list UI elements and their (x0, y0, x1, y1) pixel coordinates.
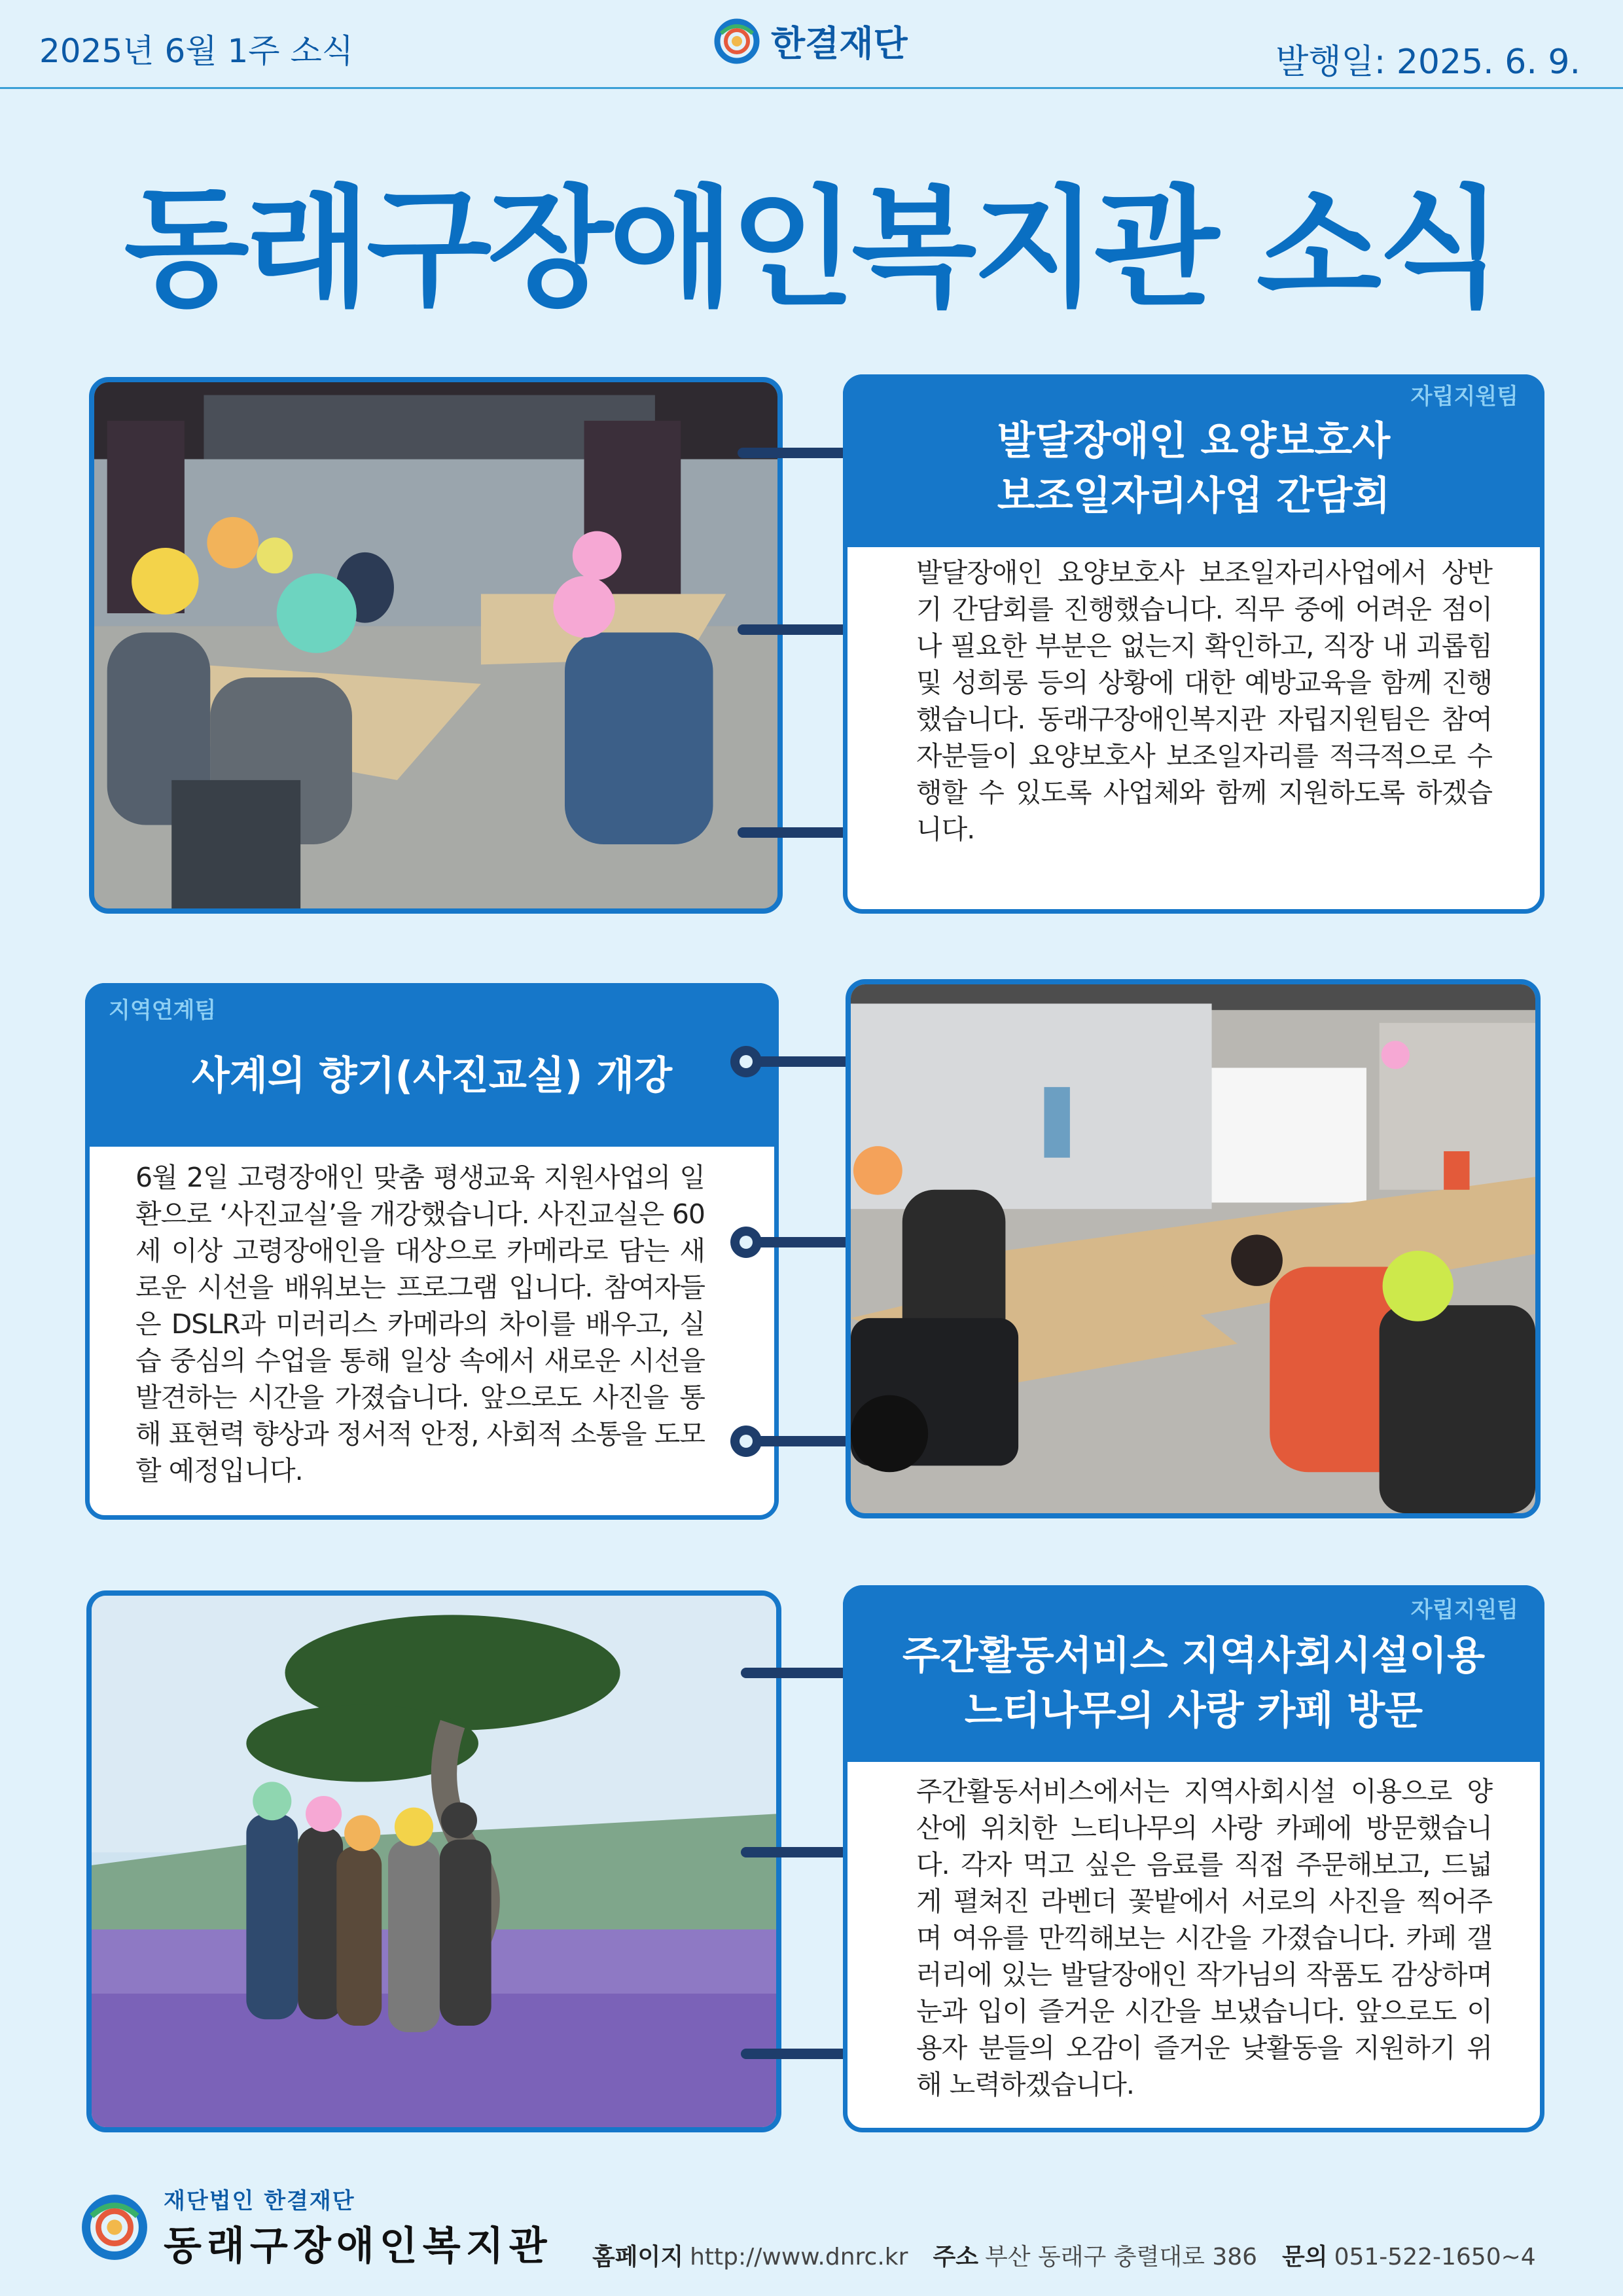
article3-card (843, 1585, 1544, 2132)
article2-headline: 사계의 향기(사진교실) 개강 (191, 1053, 673, 1099)
article1-card (843, 374, 1544, 914)
footer-logo (79, 2183, 552, 2271)
footer-center-name: 동래구장애인복지관 (164, 2223, 552, 2269)
homepage-label: 홈페이지 (592, 2244, 684, 2270)
article1-team: 자립지원팀 (1410, 384, 1518, 410)
page-title: 동래구장애인복지관 소식 (124, 173, 1499, 324)
article1-header (843, 374, 1544, 547)
article1-headline-line2: 보조일자리사업 간담회 (997, 473, 1391, 519)
hangyeol-logo-icon (79, 2191, 151, 2263)
article2-body: 6월 2일 고령장애인 맞춤 평생교육 지원사업의 일환으로 ‘사진교실’을 개강했습니다. 사진교실은 60세 이상 고령장애인을 대상으로 카메라로 담는 새로운 시선을 배워보는 프로그램 입니다. 참여자들은 DSLR과 미러리스 카메라의 차이를 배우고, 실습 중심의 수업을 통해 일상 속에서 새로운 시선을 발견하는 시간을 가졌습니다. 앞으로도 사진을 통해 표현력 향상과 정서적 안정, 사회적 소통을 도모할 예정입니다. (135, 1162, 705, 1486)
header-bar (0, 0, 1623, 89)
article1-headline-line1: 발달장애인 요양보호사 (997, 418, 1391, 464)
hangyeol-logo-icon (712, 16, 762, 66)
contact-value: 051-522-1650~4 (1334, 2244, 1536, 2270)
article2-team: 지역연계팀 (109, 997, 217, 1024)
article1-photo (89, 377, 783, 914)
article1-body: 발달장애인 요양보호사 보조일자리사업에서 상반기 간담회를 진행했습니다. 직무 중에 어려운 점이나 필요한 부분은 없는지 확인하고, 직장 내 괴롭힘 및 성희롱 등의 상황에 대한 예방교육을 함께 진행했습니다. 동래구장애인복지관 자립지원팀은 참여자분들이 요양보호사 보조일자리를 적극적으로 수행할 수 있도록 사업체와 함께 지원하도록 하겠습니다. (916, 557, 1492, 845)
issue-label: 2025년 6월 1주 소식 (39, 32, 354, 70)
article3-headline-line1: 주간활동서비스 지역사회시설이용 (902, 1633, 1486, 1679)
header-logo (712, 16, 908, 66)
article3-headline-line2: 느티나무의 사랑 카페 방문 (964, 1688, 1423, 1734)
article2-card (85, 983, 779, 1520)
address-label: 주소 (933, 2244, 978, 2270)
article3-header (843, 1585, 1544, 1762)
article3-body: 주간활동서비스에서는 지역사회시설 이용으로 양산에 위치한 느티나무의 사랑 카페에 방문했습니다. 각자 먹고 싶은 음료를 직접 주문해보고, 드넓게 펼쳐진 라벤더 꽃밭에서 서로의 사진을 찍어주며 여유를 만끽해보는 시간을 가졌습니다. 카페 갤러리에 있는 발달장애인 작가님의 작품도 감상하며 눈과 입이 즐거운 시간을 보냈습니다. 앞으로도 이용자 분들의 오감이 즐거운 낮활동을 지원하기 위해 노력하겠습니다. (916, 1776, 1492, 2100)
homepage-link[interactable]: http://www.dnrc.kr (690, 2244, 908, 2270)
address-value: 부산 동래구 충렬대로 386 (985, 2244, 1258, 2270)
article2-header (85, 983, 779, 1147)
article2-photo (846, 979, 1541, 1518)
article3-team: 자립지원팀 (1410, 1597, 1518, 1623)
footer-info (592, 2238, 1536, 2272)
footer-foundation: 재단법인 한결재단 (164, 2188, 355, 2214)
org-name: 한결재단 (771, 23, 908, 64)
publish-date: 발행일: 2025. 6. 9. (1275, 43, 1580, 82)
contact-label: 문의 (1282, 2244, 1328, 2270)
article3-photo (86, 1590, 781, 2132)
